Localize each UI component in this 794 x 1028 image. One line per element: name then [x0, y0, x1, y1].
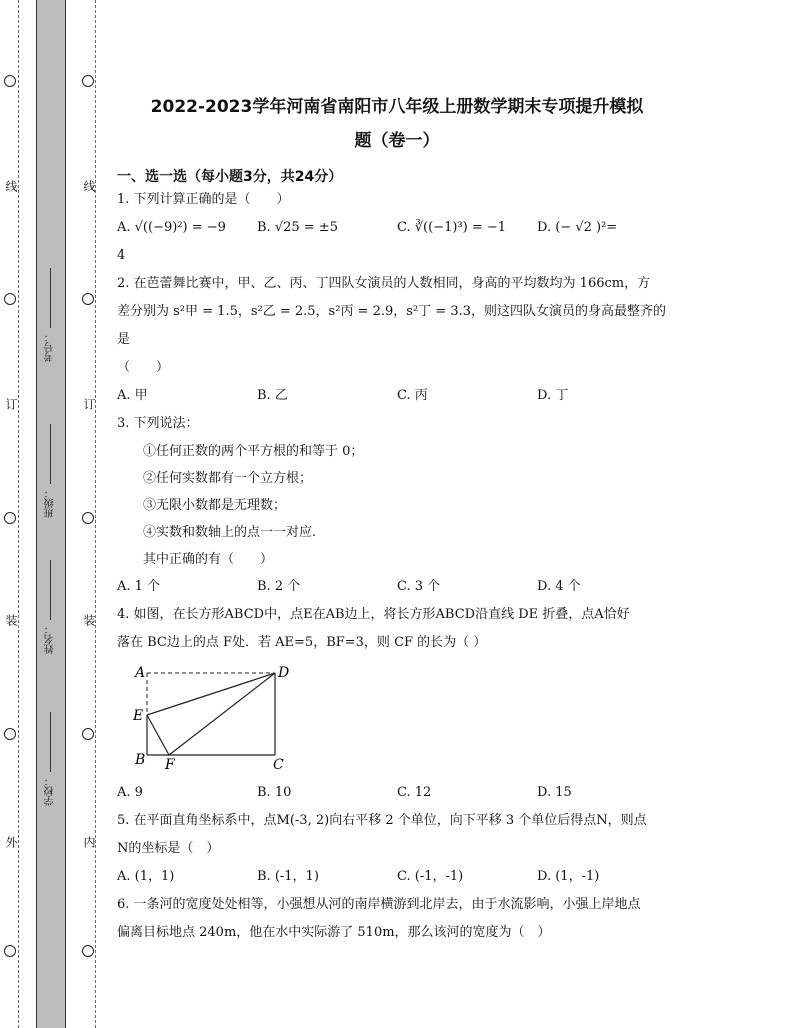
name-field: [43, 560, 58, 654]
question-6-line-2: 偏离目标地点 240m，他在水中实际游了 510m，那么该河的宽度为（ ）: [117, 925, 551, 940]
option-d: D. 丁: [537, 388, 569, 403]
option-d: D. 15: [537, 785, 572, 800]
label-d: D: [278, 665, 290, 681]
option-a: A. 9: [117, 785, 143, 800]
binding-circle: [4, 293, 16, 305]
section-heading: 一、选一选（每小题3分，共24分）: [117, 169, 343, 185]
outer-dashed-line: [18, 0, 19, 1028]
title-line-2: 题（卷一）: [354, 131, 440, 151]
question-2-options: [117, 382, 677, 410]
segment-ef: [147, 715, 169, 755]
geometry-diagram: [123, 663, 293, 775]
question-6-line-1: 6. 一条河的宽度处处相等，小强想从河的南岸横游到北岸去，由于水流影响，小强上岸地点: [117, 897, 641, 912]
label-f: F: [165, 757, 175, 773]
option-a: A. 甲: [117, 388, 148, 403]
binding-char-outer: 装: [4, 614, 18, 626]
binding-circle: [4, 945, 16, 957]
question-4-line-1: 4. 如图，在长方形ABCD中，点E在AB边上，将长方形ABCD沿直线 DE 折叠，点A恰好: [117, 607, 630, 622]
question-4-options: [117, 779, 677, 807]
statement-3: ③无限小数都是无理数；: [143, 498, 287, 513]
option-c: C. (-1，-1): [397, 869, 464, 884]
question-5-line-1: 5. 在平面直角坐标系中，点M(-3, 2)向右平移 2 个单位，向下平移 3 个单位后得点N，则点: [117, 813, 647, 828]
binding-circle: [4, 75, 16, 87]
rectangle-fold-figure: [123, 663, 677, 779]
question-1-stem: 1. 下列计算正确的是（ ）: [117, 192, 290, 207]
question-3-ask: 其中正确的有（ ）: [143, 552, 274, 567]
title-line-1: 2022-2023学年河南省南阳市八年级上册数学期末专项提升模拟: [150, 97, 644, 117]
option-b: B. (-1，1): [257, 869, 319, 884]
exam-title: [117, 90, 677, 158]
question-4-line-2: 落在 BC边上的点 F处．若 AE=5，BF=3，则 CF 的长为（ ）: [117, 635, 487, 650]
option-d-continued: 4: [117, 248, 126, 263]
question-5-line-2: N的坐标是（ ）: [117, 841, 220, 856]
label-b: B: [135, 752, 146, 768]
option-a: A. (1，1): [117, 869, 175, 884]
binding-circle: [82, 945, 94, 957]
binding-circle: [82, 293, 94, 305]
question-5-options: [117, 863, 677, 891]
binding-circle: [82, 512, 94, 524]
option-d: D. 4 个: [537, 579, 581, 594]
binding-char-outer: 订: [4, 398, 18, 410]
label-e: E: [133, 708, 144, 724]
label-c: C: [273, 757, 284, 773]
option-c: C. ∛((−1)³) = −1: [397, 220, 507, 235]
question-1-options: [117, 214, 677, 242]
binding-char-inner: 线: [82, 180, 96, 192]
class-field: [43, 424, 58, 518]
option-b: B. 10: [257, 785, 292, 800]
question-3-options: [117, 573, 677, 601]
school-field: [43, 712, 58, 806]
field-label: 姓名：: [45, 624, 56, 654]
question-2-line-2: 差分别为 s²甲 = 1.5，s²乙 = 2.5，s²丙 = 2.9，s²丁 = 3.3，则这四队女演员的身高最整齐的是: [117, 304, 666, 347]
binding-char-outer: 线: [4, 180, 18, 192]
field-label: 班级：: [45, 488, 56, 518]
field-label: 学校：: [45, 776, 56, 806]
binding-char-outer: 外: [4, 836, 18, 848]
question-3-stem: 3. 下列说法：: [117, 416, 199, 431]
statement-4: ④实数和数轴上的点一一对应.: [143, 525, 317, 540]
option-b: B. 2 个: [257, 579, 301, 594]
label-a: A: [135, 665, 146, 681]
segment-fd: [169, 673, 275, 755]
option-d: D. (− √2 )²=: [537, 220, 618, 235]
statement-2: ②任何实数都有一个立方根；: [143, 471, 313, 486]
binding-margin: [0, 0, 100, 1028]
option-b: B. √25 = ±5: [257, 220, 338, 235]
question-2-line-3: （ ）: [117, 360, 170, 375]
exam-content: [117, 90, 677, 947]
statement-1: ①任何正数的两个平方根的和等于 0；: [143, 444, 364, 459]
exam-number-field: [43, 268, 58, 362]
binding-circle: [82, 75, 94, 87]
binding-char-inner: 内: [82, 836, 96, 848]
option-d: D. (1，-1): [537, 869, 600, 884]
option-c: C. 3 个: [397, 579, 441, 594]
option-a: A. 1 个: [117, 579, 161, 594]
option-a: A. √((−9)²) = −9: [117, 220, 226, 235]
option-b: B. 乙: [257, 388, 288, 403]
question-2-line-1: 2. 在芭蕾舞比赛中，甲、乙、丙、丁四队女演员的人数相同，身高的平均数均为 166cm，方: [117, 276, 651, 291]
option-c: C. 丙: [397, 388, 428, 403]
binding-circle: [4, 512, 16, 524]
inner-dashed-line: [95, 0, 96, 1028]
field-label: 考号：: [45, 332, 56, 362]
binding-circle: [4, 728, 16, 740]
binding-char-inner: 订: [82, 398, 96, 410]
option-c: C. 12: [397, 785, 432, 800]
fold-line-de: [147, 673, 275, 715]
binding-circle: [82, 728, 94, 740]
binding-char-inner: 装: [82, 614, 96, 626]
